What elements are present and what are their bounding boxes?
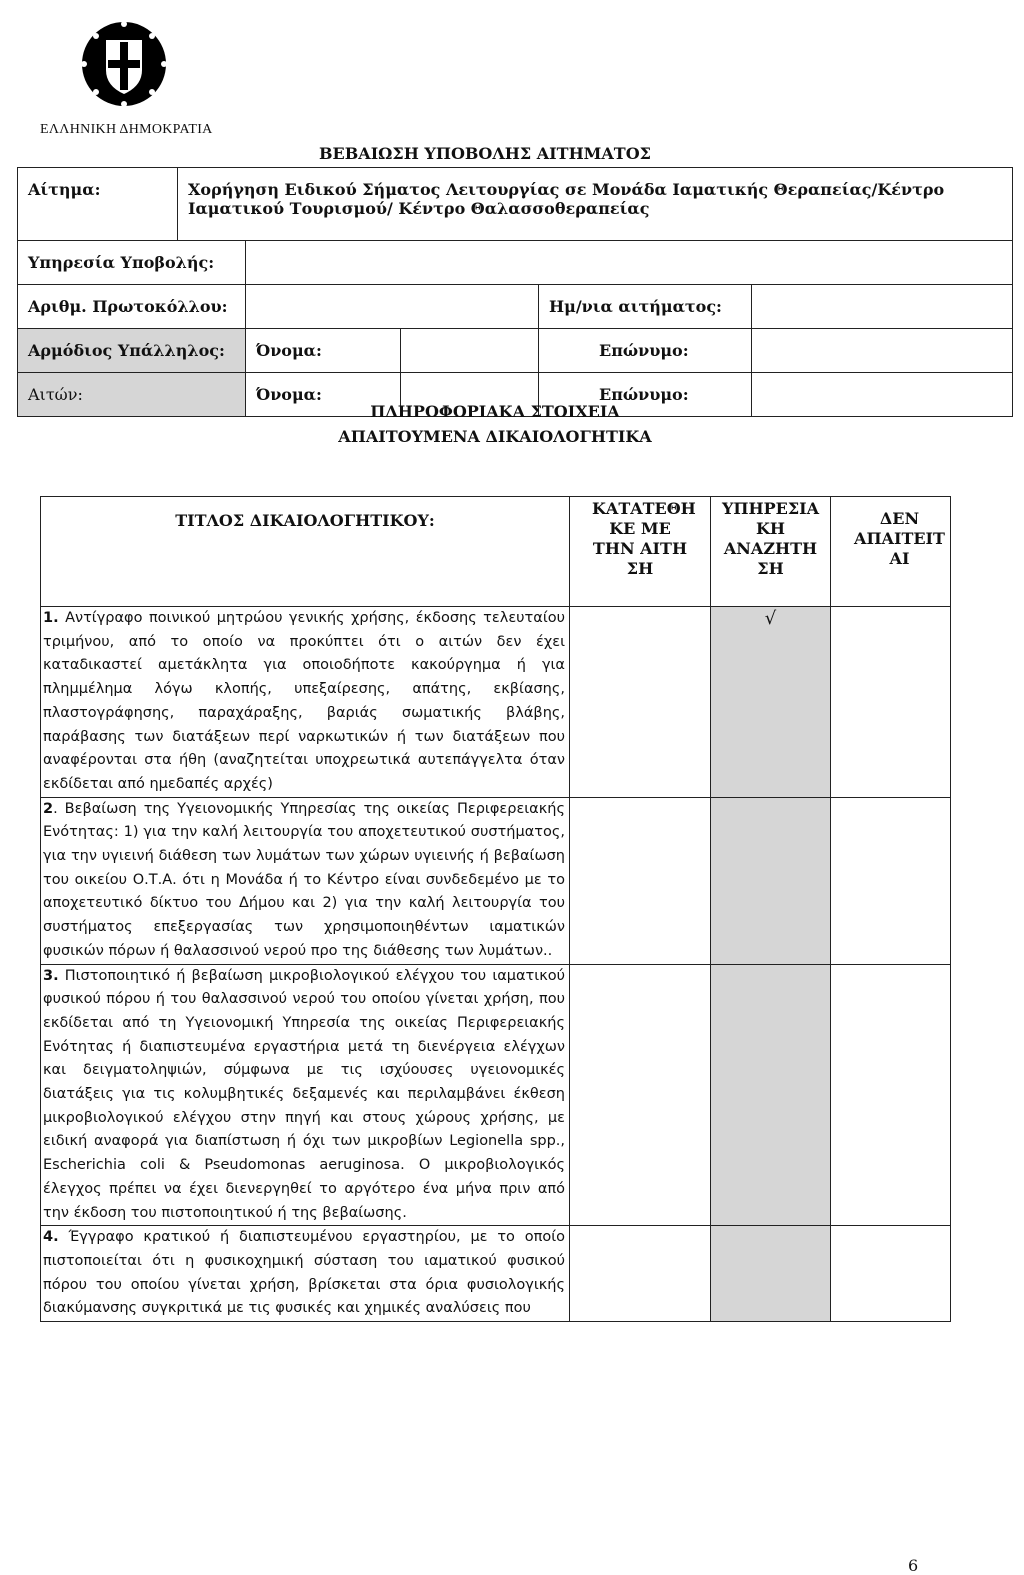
request-form-table bbox=[17, 167, 1013, 417]
request-row bbox=[18, 168, 1013, 241]
info-section-title: ΠΛΗΡΟΦΟΡΙΑΚΑ ΣΤΟΙΧΕΙΑ bbox=[370, 402, 620, 421]
table-header-row bbox=[41, 497, 951, 607]
officer-lastname-field[interactable] bbox=[752, 329, 1013, 373]
protocol-field[interactable] bbox=[246, 285, 539, 329]
document-title: ΒΕΒΑΙΩΣΗ ΥΠΟΒΟΛΗΣ ΑΙΤΗΜΑΤΟΣ bbox=[319, 144, 651, 163]
request-value: Χορήγηση Ειδικού Σήματος Λειτουργίας σε Μονάδα Ιαματικής Θεραπείας/Κέντρο Ιαματικού Τουρισμού/ Κέντρο Θαλασσοθεραπείας bbox=[178, 168, 1013, 241]
docs-section-title: ΑΠΑΙΤΟΥΜΕΝΑ ΔΙΚΑΙΟΛΟΓΗΤΙΚΑ bbox=[338, 427, 652, 446]
officer-firstname-field[interactable] bbox=[401, 329, 539, 373]
service-row bbox=[18, 241, 1013, 285]
service-search-cell[interactable] bbox=[711, 607, 831, 798]
not-required-cell[interactable] bbox=[831, 964, 951, 1226]
table-row bbox=[41, 1226, 951, 1322]
header-title: ΤΙΤΛΟΣ ΔΙΚΑΙΟΛΟΓΗΤΙΚΟΥ: bbox=[41, 497, 570, 607]
document-description: 4. Έγγραφο κρατικού ή διαπιστευμένου εργαστηρίου, με το οποίο πιστοποιείται ότι η φυσικοχημική σύσταση του ιαματικού φυσικού πόρου του οποίου γίνεται χρήση, βρίσκεται στα όρια φυσιολογικής διακύμανσης συγκριτικά με τις φυσικές και χημικές αναλύσεις που bbox=[41, 1226, 570, 1322]
applicant-firstname-label: Όνομα: bbox=[246, 373, 401, 417]
submitted-cell[interactable] bbox=[570, 964, 711, 1226]
document-description: 1. Αντίγραφο ποινικού μητρώου γενικής χρήσης, έκδοσης τελευταίου τριμήνου, από το οποίο να προκύπτει ότι ο αιτών δεν έχει καταδικαστεί αμετάκλητα για οποιοδήποτε κακούργημα ή για πλημμέλημα λόγω κλοπής, υπεξαίρεσης, απάτης, εκβίασης, πλαστογράφησης, παραχάραξης, βαριάς σωματικής βλάβης, παράβασης των διατάξεων περί ναρκωτικών ή των διατάξεων που αναφέρονται στα ήθη (αναζητείται υποχρεωτικά αυτεπάγγελτα όταν εκδίδεται από ημεδαπές αρχές) bbox=[41, 607, 570, 798]
officer-row bbox=[18, 329, 1013, 373]
not-required-cell[interactable] bbox=[831, 607, 951, 798]
table-row bbox=[41, 964, 951, 1226]
submitted-cell[interactable] bbox=[570, 607, 711, 798]
page-number: 6 bbox=[908, 1556, 919, 1575]
submitted-cell[interactable] bbox=[570, 1226, 711, 1322]
officer-firstname-label: Όνομα: bbox=[246, 329, 401, 373]
greek-coat-of-arms-icon bbox=[80, 20, 168, 108]
service-search-cell[interactable] bbox=[711, 797, 831, 964]
service-label: Υπηρεσία Υποβολής: bbox=[18, 241, 246, 285]
officer-lastname-label: Επώνυμο: bbox=[539, 329, 752, 373]
applicant-lastname-label: Επώνυμο: bbox=[539, 373, 752, 417]
service-search-cell[interactable] bbox=[711, 964, 831, 1226]
officer-label: Αρμόδιος Υπάλληλος: bbox=[18, 329, 246, 373]
table-row bbox=[41, 797, 951, 964]
issuer-country: ΕΛΛΗΝΙΚΗ ΔΗΜΟΚΡΑΤΙΑ bbox=[40, 122, 213, 137]
header-service-search: ΥΠΗΡΕΣΙΑ ΚΗ ΑΝΑΖΗΤΗ ΣΗ bbox=[711, 497, 831, 607]
protocol-row bbox=[18, 285, 1013, 329]
document-description: 2. Βεβαίωση της Υγειονομικής Υπηρεσίας της οικείας Περιφερειακής Ενότητας: 1) για την καλή λειτουργία του αποχετευτικού συστήματος, για την υγιεινή διάθεση των λυμάτων των χώρων υγιεινής ή βεβαίωση του οικείου Ο.Τ.Α. ότι η Μονάδα ή το Κέντρο είναι συνδεδεμένο με το αποχετευτικό δίκτυο του Δήμου και 2) για την καλή λειτουργία του συστήματος επεξεργασίας των χρησιμοποιηθέντων ιαματικών φυσικών πόρων ή θαλασσινού νερού προ της διάθεσης των λυμάτων.. bbox=[41, 797, 570, 964]
request-label: Αίτημα: bbox=[18, 168, 178, 241]
date-field[interactable] bbox=[752, 285, 1013, 329]
not-required-cell[interactable] bbox=[831, 797, 951, 964]
header-not-required: ΔΕΝ ΑΠΑΙΤΕΙΤ ΑΙ bbox=[831, 497, 951, 607]
document-description: 3. Πιστοποιητικό ή βεβαίωση μικροβιολογικού ελέγχου του ιαματικού φυσικού πόρου ή του θαλασσινού νερού του οποίου γίνεται χρήση, που εκδίδεται από τη Υγειονομική Υπηρεσία της οικείας Περιφερειακής Ενότητας ή διαπιστευμένα εργαστήρια μετά τη διενέργεια ελέγχων και δειγματοληψιών, σύμφωνα με τις ισχύουσες υγειονομικές διατάξεις για τις κολυμβητικές δεξαμενές και περιλαμβάνει έκθεση μικροβιολογικού ελέγχου στην πηγή και στους χώρους χρήσης, με ειδική αναφορά για διαπίστωση ή όχι των μικροβίων Legionella spp., Escherichia coli & Pseudomonas aeruginosa. Ο μικροβιολογικός έλεγχος πρέπει να έχει διενεργηθεί το αργότερο ένα μήνα πριν από την έκδοση του πιστοποιητικού ή της βεβαίωσης. bbox=[41, 964, 570, 1226]
date-label: Ημ/νια αιτήματος: bbox=[539, 285, 752, 329]
not-required-cell[interactable] bbox=[831, 1226, 951, 1322]
service-search-cell[interactable] bbox=[711, 1226, 831, 1322]
checkmark-icon: √ bbox=[764, 608, 777, 629]
protocol-label: Αριθμ. Πρωτοκόλλου: bbox=[18, 285, 246, 329]
submitted-cell[interactable] bbox=[570, 797, 711, 964]
applicant-label: Αιτών: bbox=[18, 373, 246, 417]
required-documents-table bbox=[40, 496, 951, 1322]
service-field[interactable] bbox=[246, 241, 1013, 285]
header-submitted: ΚΑΤΑΤΕΘΗ ΚΕ ΜΕ ΤΗΝ ΑΙΤΗ ΣΗ bbox=[570, 497, 711, 607]
table-row bbox=[41, 607, 951, 798]
